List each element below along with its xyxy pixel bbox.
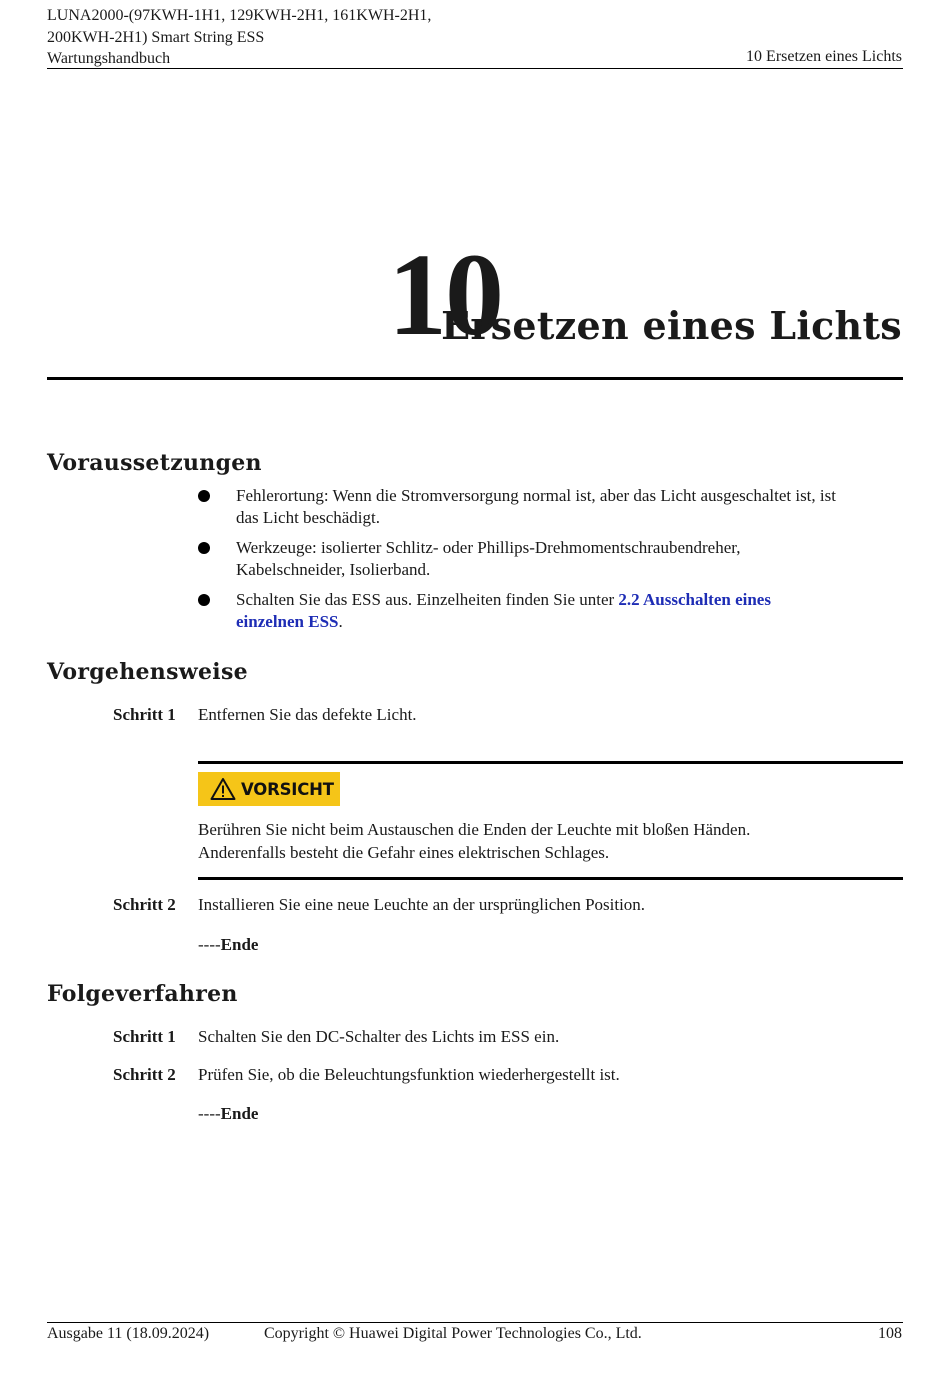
step-text: Installieren Sie eine neue Leuchte an der ursprünglichen Position. <box>198 895 646 914</box>
end-marker <box>198 1103 258 1125</box>
manual-name: Wartungshandbuch <box>47 50 171 67</box>
end-marker <box>198 934 258 956</box>
end-dashes: ---- <box>198 935 221 954</box>
caution-top-rule <box>198 761 903 764</box>
step-label: Schritt 1 <box>113 705 176 724</box>
caution-line: Anderenfalls besteht die Gefahr eines elektrischen Schlages. <box>198 843 610 862</box>
list-item-line: Kabelschneider, Isolierband. <box>236 560 431 579</box>
list-item <box>236 537 906 581</box>
list-item-text: . <box>338 612 343 631</box>
step-label: Schritt 1 <box>113 1027 176 1046</box>
list-item-text: Schalten Sie das ESS aus. Einzelheiten finden Sie unter <box>236 590 619 609</box>
cross-reference-link[interactable]: 2.2 Ausschalten eines <box>618 590 771 609</box>
step-text: Prüfen Sie, ob die Beleuchtungsfunktion wiederhergestellt ist. <box>198 1065 620 1084</box>
footer-copyright: Copyright © Huawei Digital Power Technologies Co., Ltd. <box>264 1325 642 1342</box>
section-heading-procedure: Vorgehensweise <box>47 659 248 685</box>
footer-edition: Ausgabe 11 (18.09.2024) <box>47 1325 210 1342</box>
product-name-line2: 200KWH-2H1) Smart String ESS <box>47 28 265 46</box>
chapter-title: Ersetzen eines Lichts <box>441 303 902 348</box>
caution-badge <box>198 772 340 806</box>
caution-label: VORSICHT <box>241 779 334 799</box>
cross-reference-link[interactable]: einzelnen ESS <box>236 612 339 631</box>
list-item-line: das Licht beschädigt. <box>236 508 380 527</box>
running-header-left <box>47 5 431 70</box>
step-text: Entfernen Sie das defekte Licht. <box>198 705 417 724</box>
list-item-line: Werkzeuge: isolierter Schlitz- oder Phillips-Drehmomentschraubendreher, <box>236 538 741 557</box>
list-item <box>236 589 906 633</box>
warning-triangle-icon <box>210 777 236 801</box>
bullet-icon <box>198 542 210 554</box>
end-word: Ende <box>220 935 259 954</box>
step-label: Schritt 2 <box>113 1065 176 1084</box>
section-heading-prerequisites: Voraussetzungen <box>47 450 262 476</box>
bullet-icon <box>198 594 210 606</box>
end-dashes: ---- <box>198 1104 221 1123</box>
list-item-line: Fehlerortung: Wenn die Stromversorgung normal ist, aber das Licht ausgeschaltet ist, ist <box>236 486 836 505</box>
product-name-line1: LUNA2000-(97KWH-1H1, 129KWH-2H1, 161KWH-2H1, <box>47 7 432 24</box>
section-heading-follow-up: Folgeverfahren <box>47 981 238 1007</box>
running-header-chapter: 10 Ersetzen eines Lichts <box>746 48 902 65</box>
caution-line: Berühren Sie nicht beim Austauschen die Enden der Leuchte mit bloßen Händen. <box>198 820 751 839</box>
step-text: Schalten Sie den DC-Schalter des Lichts im ESS ein. <box>198 1027 560 1046</box>
step-label: Schritt 2 <box>113 895 176 914</box>
page-number: 108 <box>878 1325 902 1342</box>
end-word: Ende <box>220 1104 259 1123</box>
header-rule <box>47 68 903 69</box>
chapter-number: 10 <box>388 229 502 360</box>
bullet-icon <box>198 490 210 502</box>
caution-text <box>198 818 898 864</box>
caution-bottom-rule <box>198 877 903 880</box>
list-item <box>236 485 906 529</box>
chapter-rule <box>47 377 903 380</box>
